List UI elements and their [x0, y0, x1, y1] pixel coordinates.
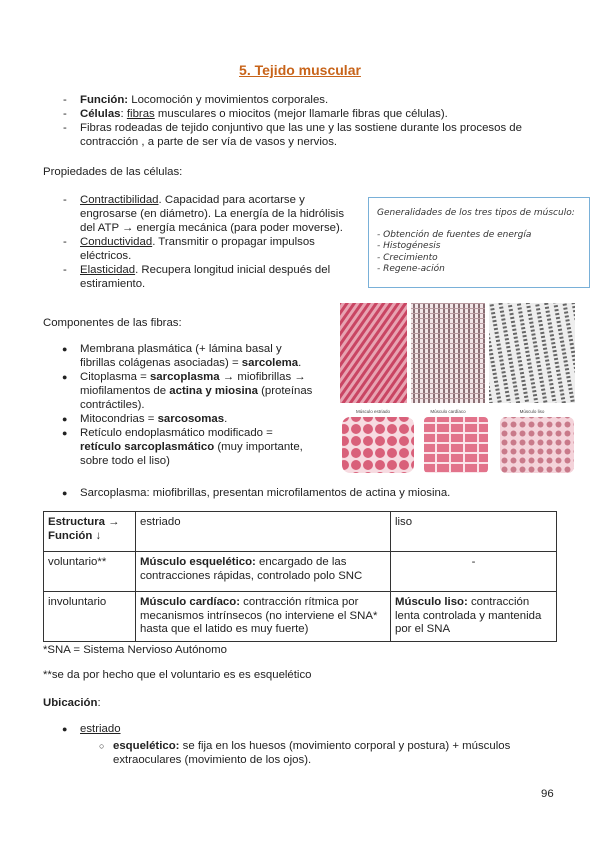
- micrograph-cross-1: [342, 417, 414, 473]
- table-cell: estriado: [136, 512, 391, 552]
- table-row: [44, 552, 557, 592]
- list-item: - Células: fibras musculares o miocitos (mejor llamarle fibras que células).: [63, 108, 448, 120]
- propiedades-heading: Propiedades de las células:: [43, 166, 183, 178]
- box-item: - Crecimiento: [377, 252, 438, 263]
- micrograph-smooth: [489, 303, 575, 403]
- list-item: ○ esquelético: se fija en los huesos (movimiento corporal y postura) + músculos extraoculares (movimiento de los ojos).: [99, 740, 511, 766]
- caption-cardiac: Músculo cardíaco: [430, 409, 466, 414]
- micrograph-cross-3: [500, 417, 574, 473]
- table-cell: liso: [391, 512, 557, 552]
- micrograph-figure: [338, 303, 578, 475]
- box-item: - Histogénesis: [377, 241, 441, 251]
- table-cell: Músculo cardíaco: contracción rítmica por mecanismos intrínsecos (no interviene el SNA* hasta que el latido es muy fuerte): [136, 592, 391, 642]
- list-item: ● Mitocondrias = sarcosomas.: [62, 413, 228, 425]
- list-item: - Conductividad. Transmitir o propagar impulsos eléctricos.: [63, 236, 315, 262]
- box-item: - Regene-ación: [377, 264, 445, 274]
- list-item: ● Sarcoplasma: miofibrillas, presentan microfilamentos de actina y miosina.: [62, 487, 451, 499]
- table-cell: Músculo esquelético: encargado de las contracciones rápidas, controlado polo SNC: [136, 552, 391, 592]
- page-number: 96: [541, 788, 554, 800]
- list-item: ● Membrana plasmática (+ lámina basal y fibrillas colágenas asociadas) = sarcolema.: [62, 343, 302, 369]
- list-item: - Elasticidad. Recupera longitud inicial después del estiramiento.: [63, 264, 331, 290]
- componentes-heading: Componentes de las fibras:: [43, 317, 182, 329]
- list-item: ● Citoplasma = sarcoplasma → miofibrillas → miofilamentos de actina y miosina (proteínas contráctiles).: [62, 371, 313, 411]
- table-cell: -: [391, 552, 557, 592]
- table-row: [44, 592, 557, 642]
- list-item: - Fibras rodeadas de tejido conjuntivo que las une y las sostiene durante los procesos de contracción , a parte de ser vía de vasos y nervios.: [63, 122, 522, 148]
- box-item: - Obtención de fuentes de energía: [377, 229, 532, 240]
- list-item: ● estriado: [62, 723, 121, 735]
- list-item: - Contractibilidad. Capacidad para acortarse y engrosarse (en diámetro). La energía de la hidrólisis del ATP → energía mecánica (para poder moverse).: [63, 194, 345, 234]
- ubicacion-heading: Ubicación:: [43, 697, 101, 709]
- generalidades-box: [368, 197, 590, 288]
- function-structure-table: [43, 511, 557, 642]
- table-cell: voluntario**: [44, 552, 136, 592]
- page-title: 5. Tejido muscular: [239, 62, 361, 78]
- table-cell: involuntario: [44, 592, 136, 642]
- footnote-sna: *SNA = Sistema Nervioso Autónomo: [43, 644, 227, 656]
- box-title: Generalidades de los tres tipos de músculo:: [377, 208, 575, 218]
- micrograph-cardiac: [411, 303, 485, 403]
- list-item: - Función: Locomoción y movimientos corporales.: [63, 94, 329, 106]
- table-row: [44, 512, 557, 552]
- componentes-list: [62, 342, 353, 468]
- micrograph-skeletal: [340, 303, 407, 403]
- caption-smooth: Músculo liso: [519, 409, 545, 414]
- micrograph-cross-2: [424, 417, 488, 473]
- intro-list: [63, 93, 570, 149]
- caption-skeletal: Músculo estriado: [355, 409, 391, 414]
- table-cell: Músculo liso: contracción lenta controlada y mantenida por el SNA: [391, 592, 557, 642]
- table-cell: Estructura → Función ↓: [44, 512, 136, 552]
- propiedades-list: [63, 193, 363, 291]
- list-item: ● Retículo endoplasmático modificado = retículo sarcoplasmático (muy importante, sobre todo el liso): [62, 427, 303, 467]
- footnote-voluntario: **se da por hecho que el voluntario es es esquelético: [43, 669, 312, 681]
